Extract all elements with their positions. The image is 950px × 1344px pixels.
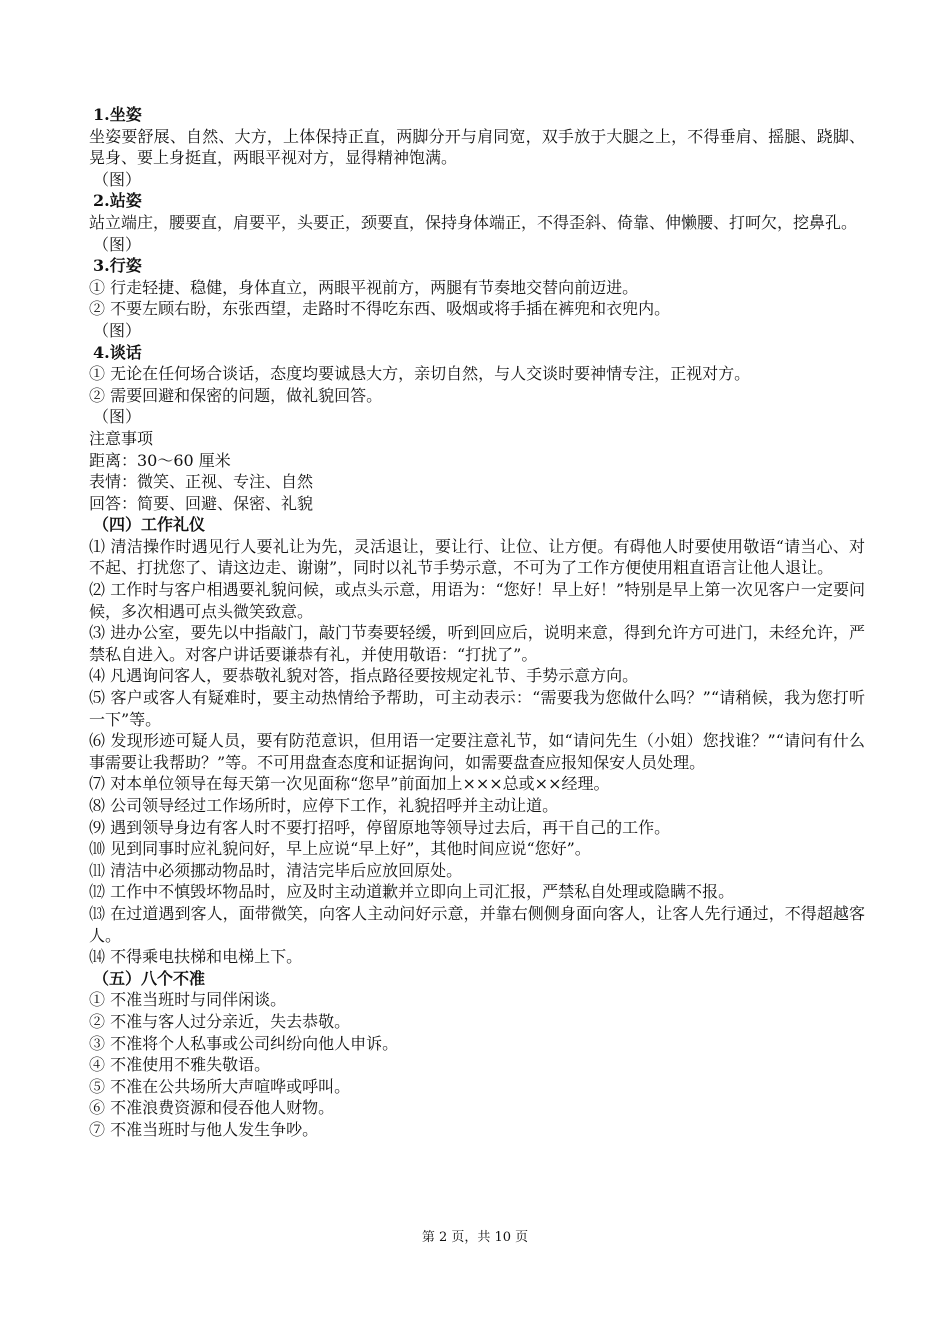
section-heading-walking: 3.行姿 [93,256,142,276]
figure-placeholder: （图） [93,407,142,427]
list-item: ⑸ 客户或客人有疑难时，要主动热情给予帮助，可主动表示：“需要我为您做什么吗？”“请稍候，我为您打听一下”等。 [89,688,865,729]
section-heading-eight-prohibitions: （五）八个不准 [93,968,206,988]
notes-expression: 表情：微笑、正视、专注、自然 [89,472,314,492]
list-item: ⑾ 清洁中必须挪动物品时，清洁完毕后应放回原处。 [89,860,463,880]
list-item: ⑵ 工作时与客户相遇要礼貌问候，或点头示意，用语为：“您好！早上好！”特别是早上第一次见客户一定要问候，多次相遇可点头微笑致意。 [89,580,865,621]
list-item: ⑥ 不准浪费资源和侵吞他人财物。 [89,1098,335,1118]
list-item: ⑽ 见到同事时应礼貌问好，早上应说“早上好”，其他时间应说“您好”。 [89,839,591,859]
figure-placeholder: （图） [93,169,142,189]
list-item: ⑴ 清洁操作时遇见行人要礼让为先，灵活退让，要让行、让位、让方便。有碍他人时要使用敬语“请当心、对不起、打扰您了、请这边走、谢谢”，同时以礼节手势示意，不可为了工作方便使用粗直语言让他人退让。 [89,536,865,578]
list-item: ① 不准当班时与同伴闲谈。 [89,990,287,1010]
notes-distance: 距离：30～60 厘米 [89,450,231,470]
section-body-standing: 站立端庄，腰要直，肩要平，头要正，颈要直，保持身体端正，不得歪斜、倚靠、伸懒腰、打呵欠，挖鼻孔。 [89,212,858,232]
list-item: ① 无论在任何场合谈话，态度均要诚恳大方，亲切自然，与人交谈时要神情专注，正视对方。 [89,364,751,384]
list-item: ② 需要回避和保密的问题，做礼貌回答。 [89,385,383,405]
section-heading-work-etiquette: （四）工作礼仪 [93,515,206,535]
list-item: ⑺ 对本单位领导在每天第一次见面称“您早”前面加上×××总或××经理。 [89,774,610,794]
section-body-sitting: 坐姿要舒展、自然、大方，上体保持正直，两脚分开与肩同宽，双手放于大腿之上，不得垂肩、摇腿、跷脚、晃身、要上身挺直，两眼平视对方，显得精神饱满。 [89,126,865,168]
page-number: 第 2 页，共 10 页 [421,1230,529,1245]
notes-answer: 回答：简要、回避、保密、礼貌 [89,493,314,513]
list-item: ⒀ 在过道遇到客人，面带微笑，向客人主动问好示意，并靠右侧侧身面向客人，让客人先行通过，不得超越客人。 [89,903,865,945]
figure-placeholder: （图） [93,234,142,254]
list-item: ⑶ 进办公室，要先以中指敲门，敲门节奏要轻缓，听到回应后，说明来意，得到允许方可进门，未经允许，严禁私自进入。对客户讲话要谦恭有礼，并使用敬语：“打扰了”。 [89,623,865,664]
list-item: ② 不要左顾右盼，东张西望，走路时不得吃东西、吸烟或将手插在裤兜和衣兜内。 [89,299,671,319]
list-item: ⑻ 公司领导经过工作场所时，应停下工作，礼貌招呼并主动让道。 [89,796,559,815]
section-heading-sitting: 1.坐姿 [93,105,142,124]
list-item: ⑿ 工作中不慎毁坏物品时，应及时主动道歉并立即向上司汇报，严禁私自处理或隐瞒不报。 [89,882,735,902]
list-item: ② 不准与客人过分亲近，失去恭敬。 [89,1011,351,1031]
list-item: ③ 不准将个人私事或公司纠纷向他人申诉。 [89,1033,399,1053]
list-item: ⑹ 发现形迹可疑人员，要有防范意识，但用语一定要注意礼节，如“请问先生（小姐）您找谁？”“请问有什么事需要让我帮助？”等。不可用盘查态度和证据询问，如需要盘查应报知保安人员处理。 [89,731,865,772]
document-page [89,104,865,1141]
section-heading-standing: 2.站姿 [93,191,142,211]
list-item: ⑷ 凡遇询问客人，要恭敬礼貌对答，指点路径要按规定礼节、手势示意方向。 [89,666,639,686]
section-heading-talking: 4.谈话 [93,342,142,362]
notes-title: 注意事项 [89,428,154,448]
list-item: ⒁ 不得乘电扶梯和电梯上下。 [89,947,303,967]
list-item: ④ 不准使用不雅失敬语。 [89,1055,271,1075]
list-item: ⑦ 不准当班时与他人发生争吵。 [89,1119,319,1139]
list-item: ⑤ 不准在公共场所大声喧哗或呼叫。 [89,1076,351,1096]
figure-placeholder: （图） [93,320,142,340]
list-item: ① 行走轻捷、稳健，身体直立，两眼平视前方，两腿有节奏地交替向前迈进。 [89,277,639,297]
list-item: ⑼ 遇到领导身边有客人时不要打招呼，停留原地等领导过去后，再干自己的工作。 [89,817,671,837]
